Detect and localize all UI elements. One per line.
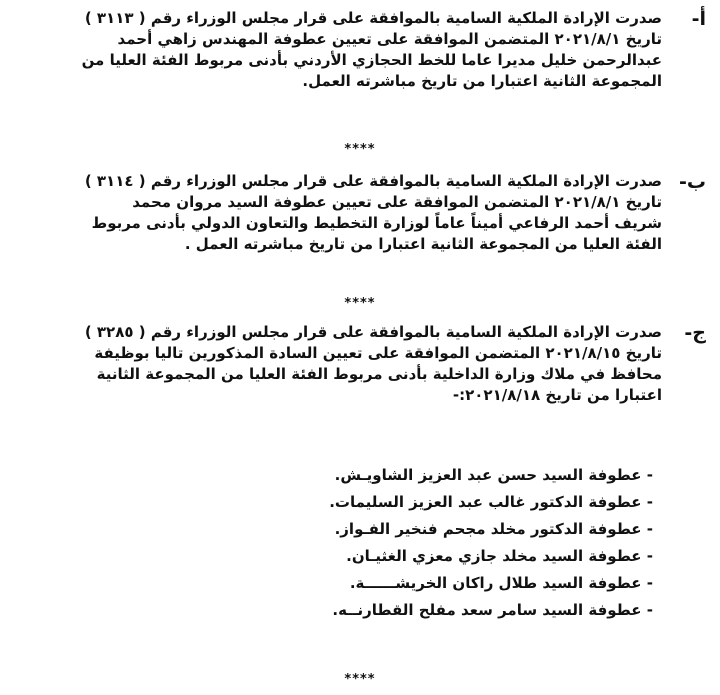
list-item: - عطوفة السيد مخلد جازي معزي الغثيـان. (346, 547, 653, 565)
decree-section-c (20, 322, 706, 406)
decree-section-b (20, 171, 706, 255)
section-b-line-3: شريف أحمد الرفاعي أميناً عاماً لوزارة التخطيط والتعاون الدولي بأدنى مربوط (91, 214, 662, 232)
section-b-line-1: صدرت الإرادة الملكية السامية بالموافقة على قرار مجلس الوزراء رقم ( ٣١١٤ ) (84, 172, 662, 190)
section-marker-c: ج- (684, 322, 706, 344)
separator-stars-3: **** (344, 672, 376, 687)
section-a-line-1: صدرت الإرادة الملكية السامية بالموافقة على قرار مجلس الوزراء رقم ( ٣١١٣ ) (84, 9, 662, 27)
section-c-line-4: اعتبارا من تاريخ ٢٠٢١/٨/١٨:- (452, 386, 662, 404)
list-item: - عطوفة الدكتور غالب عبد العزيز السليمات. (329, 493, 653, 511)
section-a-line-2: تاريخ ٢٠٢١/٨/١ المتضمن الموافقة على تعيين عطوفة المهندس زاهي أحمد (117, 30, 662, 48)
section-a-line-4: المجموعة الثانية اعتبارا من تاريخ مباشرته العمل. (302, 72, 662, 90)
section-c-line-1: صدرت الإرادة الملكية السامية بالموافقة على قرار مجلس الوزراء رقم ( ٣٢٨٥ ) (84, 323, 662, 341)
section-b-line-2: تاريخ ٢٠٢١/٨/١ المتضمن الموافقة على تعيين عطوفة السيد مروان محمد (132, 193, 662, 211)
list-item: - عطوفة السيد حسن عبد العزيز الشاويـش. (334, 466, 653, 484)
list-item: - عطوفة الدكتور مخلد مجحم فنخير الفـواز. (334, 520, 653, 538)
list-item: - عطوفة السيد طلال راكان الخريشــــــة. (349, 574, 653, 592)
decree-section-a (20, 8, 706, 92)
section-c-line-2: تاريخ ٢٠٢١/٨/١٥ المتضمن الموافقة على تعيين السادة المذكورين تاليا بوظيفة (94, 344, 662, 362)
section-marker-b: ب- (679, 171, 706, 193)
section-c-line-3: محافظ في ملاك وزارة الداخلية بأدنى مربوط الفئة العليا من المجموعة الثانية (96, 365, 662, 383)
section-b-line-4: الفئة العليا من المجموعة الثانية اعتبارا من تاريخ مباشرته العمل . (184, 235, 662, 253)
list-item: - عطوفة السيد سامر سعد مفلح القطارنــه. (332, 601, 653, 619)
governor-names-list (293, 462, 653, 624)
section-a-line-3: عبدالرحمن خليل مديرا عاما للخط الحجازي الأردني بأدنى مربوط الفئة العليا من (81, 51, 662, 69)
separator-stars-2: **** (344, 296, 376, 311)
separator-stars-1: **** (344, 142, 376, 157)
section-marker-a: أ- (691, 8, 706, 30)
